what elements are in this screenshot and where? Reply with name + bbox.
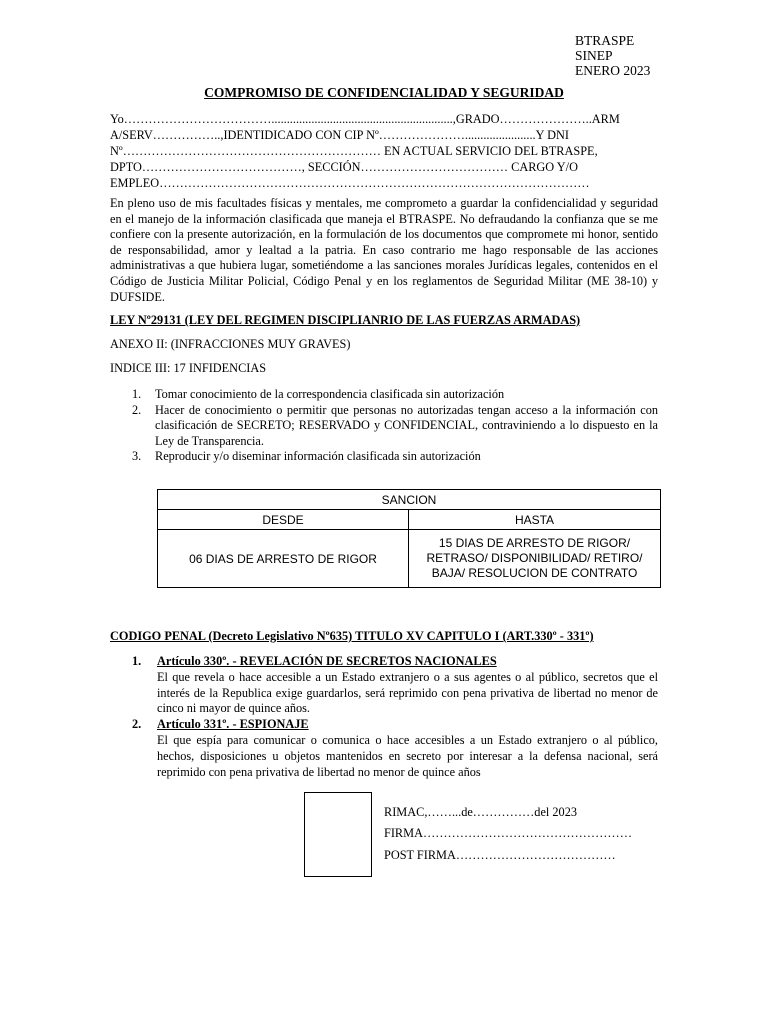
article-330: 1. Artículo 330º. - REVELACIÓN DE SECRETOS NACIONALES El que revela o hace accesible a un Estado extranjero o a sus agentes o al público, secretos que el interés de la Republica exige guardarlos, será reprimido con pena privativa de libertad no menor de cinco ni mayor de quince años. xyxy=(132,654,658,716)
sanction-col-to: HASTA xyxy=(409,510,661,530)
list-item: 1. Tomar conocimiento de la correspondencia clasificada sin autorización xyxy=(132,387,505,401)
article-330-title: Artículo 330º. - REVELACIÓN DE SECRETOS NACIONALES xyxy=(157,654,497,668)
header-line-3: ENERO 2023 xyxy=(575,63,651,78)
place-date-line: RIMAC,……...de……………del 2023 xyxy=(384,805,577,819)
field-line-cip: A/SERV……………..,IDENTIDICADO CON CIP Nº………………….......................Y DNI xyxy=(110,128,569,142)
article-331-title: Artículo 331º. - ESPIONAJE xyxy=(157,717,309,732)
personal-data-fields xyxy=(110,112,658,192)
sanction-from-value: 06 DIAS DE ARRESTO DE RIGOR xyxy=(158,530,409,588)
penal-code-heading: CODIGO PENAL (Decreto Legislativo Nº635) TITULO XV CAPITULO I (ART.330º - 331º) xyxy=(110,629,594,643)
photo-box xyxy=(304,792,372,877)
list-item: 2. Hacer de conocimiento o permitir que personas no autorizadas tengan acceso a la información con clasificación de SECRETO; RESERVADO y CONFIDENCIAL, contraviniendo a lo dispuesto en la Ley de Transparencia. xyxy=(132,402,658,448)
sanction-col-from: DESDE xyxy=(158,510,409,530)
post-signature-line: POST FIRMA………………………………… xyxy=(384,848,616,862)
sanction-to-value: 15 DIAS DE ARRESTO DE RIGOR/ RETRASO/ DISPONIBILIDAD/ RETIRO/ BAJA/ RESOLUCION DE CONTRATO xyxy=(409,530,661,588)
article-331: 2. Artículo 331º. - ESPIONAJE El que espía para comunicar o comunica o hace accesibles a un Estado extranjero o al público, hechos, disposiciones u objetos mantenidos en secreto por interesar a la defensa nacional, será reprimido con pena privativa de libertad no menor de quince años xyxy=(132,717,658,779)
field-line-dpto: DPTO…………………………………, SECCIÓN……………………………… CARGO Y/O xyxy=(110,160,578,174)
commitment-paragraph: En pleno uso de mis facultades físicas y mentales, me comprometo a guardar la confidencialidad y seguridad en el manejo de la información clasificada que maneja el BTRASPE. No defraudando la confianza que se me confiere con la presente autorización, en la formulación de los documentos que compromete mi honor, sentido de responsabilidad, amor y lealtad a la patria. En caso contrario me hago responsable de las acciones administrativas a que hubiera lugar, sometiéndome a las sanciones morales Jurídicas legales, contenidos en el Código de Justicia Militar Policial, Código Penal y en los reglamentos de Seguridad Militar (ME 38-10) y DUFSIDE. xyxy=(110,196,658,304)
index-label: INDICE III: 17 INFIDENCIAS xyxy=(110,361,267,375)
document-title: COMPROMISO DE CONFIDENCIALIDAD Y SEGURIDAD xyxy=(204,85,564,100)
field-line-empleo: EMPLEO…………………………………………………………………………………………… xyxy=(110,176,590,190)
article-331-text: El que espía para comunicar o comunica o hace accesibles a un Estado extranjero o al público, hechos, disposiciones u objetos mantenidos en secreto por interesar a la defensa nacional, será reprimido con pena privativa de libertad no menor de quince años xyxy=(157,732,658,779)
annex-label: ANEXO II: (INFRACCIONES MUY GRAVES) xyxy=(110,337,351,351)
articles-list xyxy=(110,654,658,780)
field-line-name: Yo………………………………...........................................................,GRADO…………………..ARM xyxy=(110,112,620,126)
sanction-table xyxy=(157,489,661,588)
sanction-table-title: SANCION xyxy=(158,490,661,510)
list-item: 3. Reproducir y/o diseminar información clasificada sin autorización xyxy=(132,449,481,464)
signature-line: FIRMA…………………………………………… xyxy=(384,826,632,840)
header-line-1: BTRASPE xyxy=(575,33,635,48)
field-line-dni: Nº……………………………………………………… EN ACTUAL SERVICIO DEL BTRASPE, xyxy=(110,144,598,158)
article-330-text: El que revela o hace accesible a un Estado extranjero o a sus agentes o al público, secretos que el interés de la Republica exige guardarlos, será reprimido con pena privativa de libertad no menor de cinco ni mayor de quince años. xyxy=(157,669,658,716)
header-line-2: SINEP xyxy=(575,48,613,63)
document-code-block xyxy=(575,33,650,78)
law-heading: LEY Nº29131 (LEY DEL REGIMEN DISCIPLIANRIO DE LAS FUERZAS ARMADAS) xyxy=(110,313,581,327)
infractions-list xyxy=(110,387,658,465)
